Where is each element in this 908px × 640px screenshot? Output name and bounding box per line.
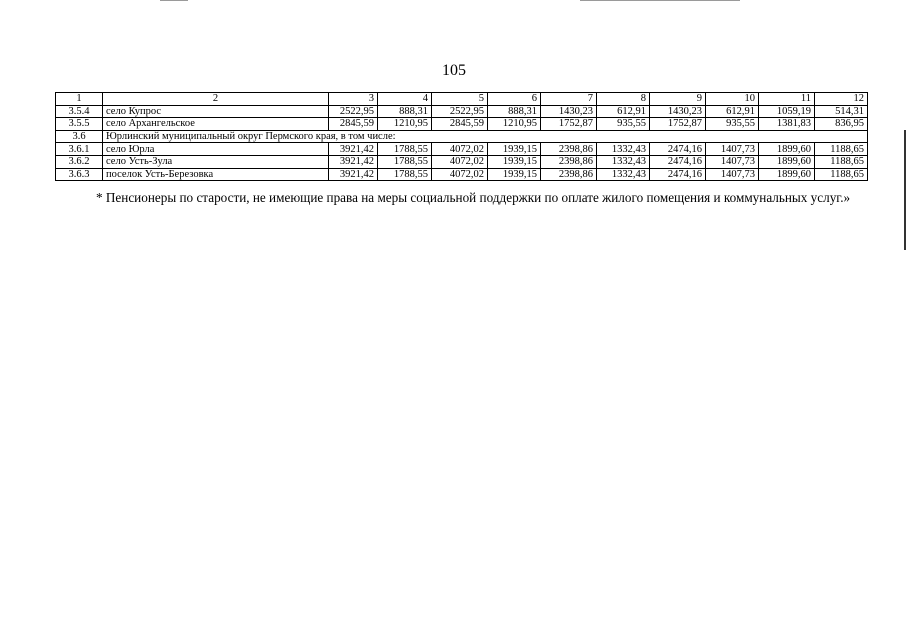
value-cell: 1788,55 <box>378 168 432 181</box>
value-cell: 4072,02 <box>432 168 488 181</box>
header-cell: 5 <box>432 93 488 106</box>
value-cell: 1332,43 <box>597 155 650 168</box>
scan-artifact-right <box>580 0 740 1</box>
value-cell: 1407,73 <box>706 143 759 156</box>
row-name-cell: село Купрос <box>103 105 329 118</box>
table-body <box>56 93 868 181</box>
scan-artifact-left <box>160 0 188 1</box>
table-row <box>56 155 868 168</box>
value-cell: 1939,15 <box>488 168 541 181</box>
value-cell: 1381,83 <box>759 118 815 131</box>
value-cell: 1899,60 <box>759 168 815 181</box>
row-name-cell: село Архангельское <box>103 118 329 131</box>
value-cell: 1210,95 <box>378 118 432 131</box>
value-cell: 1059,19 <box>759 105 815 118</box>
value-cell: 1188,65 <box>815 143 868 156</box>
value-cell: 1188,65 <box>815 168 868 181</box>
row-name-cell: село Усть-Зула <box>103 155 329 168</box>
tariff-table <box>55 92 868 181</box>
header-cell: 2 <box>103 93 329 106</box>
row-name-cell: село Юрла <box>103 143 329 156</box>
scan-edge-mark <box>904 130 906 250</box>
value-cell: 1332,43 <box>597 143 650 156</box>
table-row <box>56 118 868 131</box>
table-row <box>56 168 868 181</box>
value-cell: 1188,65 <box>815 155 868 168</box>
table-row <box>56 105 868 118</box>
value-cell: 1899,60 <box>759 143 815 156</box>
value-cell: 3921,42 <box>329 168 378 181</box>
header-cell: 10 <box>706 93 759 106</box>
value-cell: 2522,95 <box>432 105 488 118</box>
value-cell: 2474,16 <box>650 168 706 181</box>
value-cell: 4072,02 <box>432 155 488 168</box>
header-cell: 12 <box>815 93 868 106</box>
header-cell: 3 <box>329 93 378 106</box>
value-cell: 514,31 <box>815 105 868 118</box>
value-cell: 3921,42 <box>329 155 378 168</box>
row-name-cell: поселок Усть-Березовка <box>103 168 329 181</box>
value-cell: 1939,15 <box>488 143 541 156</box>
value-cell: 2845,59 <box>329 118 378 131</box>
value-cell: 888,31 <box>378 105 432 118</box>
value-cell: 836,95 <box>815 118 868 131</box>
header-cell: 11 <box>759 93 815 106</box>
value-cell: 2398,86 <box>541 155 597 168</box>
table-section-row <box>56 130 868 143</box>
value-cell: 2845,59 <box>432 118 488 131</box>
table-row <box>56 143 868 156</box>
header-cell: 4 <box>378 93 432 106</box>
value-cell: 1788,55 <box>378 155 432 168</box>
header-cell: 8 <box>597 93 650 106</box>
header-cell: 7 <box>541 93 597 106</box>
value-cell: 935,55 <box>597 118 650 131</box>
row-name-cell: Юрлинский муниципальный округ Пермского края, в том числе: <box>103 130 868 143</box>
value-cell: 2474,16 <box>650 155 706 168</box>
header-cell: 1 <box>56 93 103 106</box>
value-cell: 2398,86 <box>541 143 597 156</box>
row-code-cell: 3.6.3 <box>56 168 103 181</box>
value-cell: 4072,02 <box>432 143 488 156</box>
value-cell: 1210,95 <box>488 118 541 131</box>
value-cell: 1752,87 <box>650 118 706 131</box>
value-cell: 1430,23 <box>541 105 597 118</box>
table-header-row <box>56 93 868 106</box>
value-cell: 1430,23 <box>650 105 706 118</box>
page-number: 105 <box>442 62 466 79</box>
value-cell: 3921,42 <box>329 143 378 156</box>
value-cell: 612,91 <box>597 105 650 118</box>
value-cell: 888,31 <box>488 105 541 118</box>
value-cell: 2522,95 <box>329 105 378 118</box>
value-cell: 2474,16 <box>650 143 706 156</box>
header-cell: 6 <box>488 93 541 106</box>
row-code-cell: 3.6.2 <box>56 155 103 168</box>
row-code-cell: 3.6 <box>56 130 103 143</box>
value-cell: 2398,86 <box>541 168 597 181</box>
value-cell: 612,91 <box>706 105 759 118</box>
value-cell: 1407,73 <box>706 155 759 168</box>
row-code-cell: 3.6.1 <box>56 143 103 156</box>
value-cell: 935,55 <box>706 118 759 131</box>
row-code-cell: 3.5.5 <box>56 118 103 131</box>
value-cell: 1407,73 <box>706 168 759 181</box>
value-cell: 1752,87 <box>541 118 597 131</box>
value-cell: 1332,43 <box>597 168 650 181</box>
header-cell: 9 <box>650 93 706 106</box>
value-cell: 1939,15 <box>488 155 541 168</box>
row-code-cell: 3.5.4 <box>56 105 103 118</box>
value-cell: 1788,55 <box>378 143 432 156</box>
value-cell: 1899,60 <box>759 155 815 168</box>
footnote: * Пенсионеры по старости, не имеющие права на меры социальной поддержки по оплате жилого помещения и коммунальных услуг.» <box>96 190 851 205</box>
